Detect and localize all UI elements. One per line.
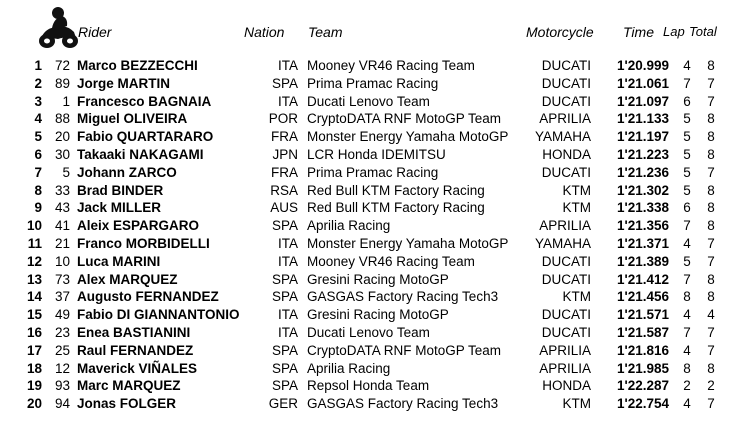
position: 13 <box>26 271 42 287</box>
best-lap: 6 <box>683 200 691 216</box>
col-header-time: Time <box>623 24 654 40</box>
nation: SPA <box>271 75 298 91</box>
position: 5 <box>34 129 42 145</box>
team-name: Monster Energy Yamaha MotoGP <box>307 129 509 145</box>
rider-name: Brad BINDER <box>77 182 164 198</box>
total-laps: 8 <box>707 146 715 162</box>
motorcycle: DUCATI <box>541 253 591 269</box>
position: 16 <box>26 324 42 340</box>
nation: GER <box>268 396 298 412</box>
best-lap: 8 <box>683 360 691 376</box>
position: 3 <box>34 93 42 109</box>
position: 4 <box>34 111 42 127</box>
team-name: CryptoDATA RNF MotoGP Team <box>307 342 502 358</box>
nation: SPA <box>271 360 298 376</box>
total-laps: 8 <box>707 111 715 127</box>
total-laps: 8 <box>707 218 715 234</box>
table-row <box>0 395 739 413</box>
total-laps: 8 <box>707 182 715 198</box>
team-name: Ducati Lenovo Team <box>307 324 430 340</box>
nation: RSA <box>270 182 298 198</box>
motorcycle: APRILIA <box>539 360 591 376</box>
position: 7 <box>34 164 42 180</box>
rider-number: 49 <box>54 307 70 323</box>
lap-time: 1'22.754 <box>616 396 669 412</box>
nation: ITA <box>278 235 298 251</box>
results-table <box>0 57 739 413</box>
table-row <box>0 377 739 395</box>
nation: ITA <box>278 324 298 340</box>
table-row <box>0 235 739 253</box>
nation: FRA <box>271 129 298 145</box>
table-row <box>0 324 739 342</box>
team-name: GASGAS Factory Racing Tech3 <box>307 289 499 305</box>
lap-time: 1'21.371 <box>616 235 669 251</box>
lap-time: 1'21.302 <box>616 182 669 198</box>
rider-number: 21 <box>54 235 70 251</box>
lap-time: 1'21.061 <box>616 75 669 91</box>
total-laps: 2 <box>707 378 715 394</box>
best-lap: 5 <box>683 129 691 145</box>
team-name: Mooney VR46 Racing Team <box>307 253 475 269</box>
rider-name: Luca MARINI <box>77 253 161 269</box>
total-laps: 7 <box>707 93 715 109</box>
motorcycle: DUCATI <box>541 75 591 91</box>
team-name: Repsol Honda Team <box>307 378 430 394</box>
motorcycle: APRILIA <box>539 111 591 127</box>
total-laps: 7 <box>707 324 715 340</box>
total-laps: 7 <box>707 75 715 91</box>
rider-number: 5 <box>62 164 70 180</box>
nation: ITA <box>278 307 298 323</box>
rider-number: 94 <box>54 396 70 412</box>
motorcycle: DUCATI <box>541 324 591 340</box>
rider-number: 30 <box>54 146 70 162</box>
total-laps: 7 <box>707 164 715 180</box>
position: 19 <box>26 378 42 394</box>
motorcycle: KTM <box>562 182 591 198</box>
best-lap: 5 <box>683 164 691 180</box>
rider-name: Johann ZARCO <box>77 164 177 180</box>
lap-time: 1'22.287 <box>616 378 669 394</box>
total-laps: 8 <box>707 200 715 216</box>
table-row <box>0 360 739 378</box>
motorcycle: DUCATI <box>541 307 591 323</box>
best-lap: 8 <box>683 289 691 305</box>
team-name: LCR Honda IDEMITSU <box>307 146 446 162</box>
team-name: Ducati Lenovo Team <box>307 93 430 109</box>
rider-name: Jack MILLER <box>77 200 162 216</box>
rider-name: Miguel OLIVEIRA <box>77 111 188 127</box>
position: 17 <box>26 342 42 358</box>
table-row <box>0 271 739 289</box>
motorcycle: KTM <box>562 396 591 412</box>
position: 20 <box>26 396 42 412</box>
nation: SPA <box>271 342 298 358</box>
nation: AUS <box>270 200 298 216</box>
total-laps: 8 <box>707 271 715 287</box>
motorcycle: DUCATI <box>541 93 591 109</box>
team-name: Monster Energy Yamaha MotoGP <box>307 235 509 251</box>
rider-number: 1 <box>62 93 70 109</box>
best-lap: 7 <box>683 75 691 91</box>
lap-time: 1'21.571 <box>616 307 669 323</box>
table-row <box>0 93 739 111</box>
team-name: Mooney VR46 Racing Team <box>307 58 475 73</box>
rider-number: 23 <box>54 324 70 340</box>
lap-time: 1'21.223 <box>616 146 669 162</box>
nation: SPA <box>271 289 298 305</box>
total-laps: 8 <box>707 360 715 376</box>
best-lap: 4 <box>683 342 691 358</box>
team-name: Red Bull KTM Factory Racing <box>307 182 485 198</box>
position: 6 <box>34 146 42 162</box>
position: 15 <box>26 307 42 323</box>
best-lap: 4 <box>683 58 691 73</box>
rider-name: Fabio DI GIANNANTONIO <box>77 307 240 323</box>
team-name: Aprilia Racing <box>307 218 391 234</box>
lap-time: 1'21.985 <box>616 360 669 376</box>
best-lap: 2 <box>683 378 691 394</box>
rider-name: Aleix ESPARGARO <box>77 218 200 234</box>
table-row <box>0 253 739 271</box>
team-name: Gresini Racing MotoGP <box>307 271 449 287</box>
col-header-motorcycle: Motorcycle <box>526 24 594 40</box>
rider-name: Enea BASTIANINI <box>77 324 191 340</box>
motorcycle: HONDA <box>542 378 591 394</box>
best-lap: 4 <box>683 307 691 323</box>
rider-name: Jorge MARTIN <box>77 75 171 91</box>
nation: SPA <box>271 378 298 394</box>
table-row <box>0 217 739 235</box>
rider-number: 25 <box>54 342 70 358</box>
lap-time: 1'21.587 <box>616 324 669 340</box>
results-header <box>0 0 739 50</box>
lap-time: 1'21.456 <box>616 289 669 305</box>
position: 14 <box>26 289 42 305</box>
lap-time: 1'21.197 <box>616 129 669 145</box>
table-row <box>0 288 739 306</box>
rider-name: Jonas FOLGER <box>77 396 177 412</box>
best-lap: 4 <box>683 235 691 251</box>
team-name: Prima Pramac Racing <box>307 75 439 91</box>
rider-number: 10 <box>54 253 70 269</box>
team-name: Red Bull KTM Factory Racing <box>307 200 485 216</box>
best-lap: 5 <box>683 111 691 127</box>
motorcycle: DUCATI <box>541 271 591 287</box>
rider-name: Raul FERNANDEZ <box>77 342 194 358</box>
best-lap: 7 <box>683 271 691 287</box>
col-header-rider: Rider <box>78 24 112 40</box>
best-lap: 7 <box>683 218 691 234</box>
rider-number: 12 <box>54 360 70 376</box>
team-name: Aprilia Racing <box>307 360 391 376</box>
rider-number: 20 <box>54 129 70 145</box>
nation: SPA <box>271 218 298 234</box>
nation: ITA <box>278 93 298 109</box>
col-header-nation: Nation <box>244 24 285 40</box>
lap-time: 1'21.133 <box>616 111 669 127</box>
position: 10 <box>26 218 42 234</box>
motorcycle: YAMAHA <box>534 235 591 251</box>
best-lap: 5 <box>683 182 691 198</box>
lap-time: 1'21.097 <box>616 93 669 109</box>
total-laps: 7 <box>707 235 715 251</box>
rider-name: Alex MARQUEZ <box>77 271 178 287</box>
col-header-lap: Lap <box>663 24 685 39</box>
table-row <box>0 146 739 164</box>
lap-time: 1'21.412 <box>616 271 669 287</box>
lap-time: 1'21.356 <box>616 218 669 234</box>
position: 8 <box>34 182 42 198</box>
motorcycle: DUCATI <box>541 164 591 180</box>
total-laps: 7 <box>707 342 715 358</box>
table-row <box>0 199 739 217</box>
table-row <box>0 75 739 93</box>
total-laps: 7 <box>707 253 715 269</box>
rider-number: 43 <box>54 200 70 216</box>
rider-name: Marco BEZZECCHI <box>77 58 198 73</box>
rider-name: Fabio QUARTARARO <box>77 129 214 145</box>
motorcycle: HONDA <box>542 146 591 162</box>
col-header-team: Team <box>308 24 343 40</box>
position: 18 <box>26 360 42 376</box>
motorcycle: KTM <box>562 289 591 305</box>
best-lap: 7 <box>683 324 691 340</box>
rider-name: Augusto FERNANDEZ <box>77 289 219 305</box>
table-row <box>0 164 739 182</box>
table-row <box>0 306 739 324</box>
lap-time: 1'21.389 <box>616 253 669 269</box>
col-header-total: Total <box>689 24 717 39</box>
nation: JPN <box>272 146 298 162</box>
total-laps: 8 <box>707 58 715 73</box>
total-laps: 8 <box>707 129 715 145</box>
lap-time: 1'21.816 <box>616 342 669 358</box>
position: 12 <box>26 253 42 269</box>
nation: SPA <box>271 271 298 287</box>
motorcycle: YAMAHA <box>534 129 591 145</box>
rider-number: 41 <box>54 218 70 234</box>
table-row <box>0 182 739 200</box>
rider-name: Takaaki NAKAGAMI <box>77 146 204 162</box>
nation: ITA <box>278 58 298 73</box>
rider-name: Maverick VIÑALES <box>77 360 198 376</box>
table-row <box>0 128 739 146</box>
total-laps: 7 <box>707 396 715 412</box>
motorcycle: DUCATI <box>541 58 591 73</box>
lap-time: 1'20.999 <box>616 58 669 73</box>
position: 2 <box>34 75 42 91</box>
lap-time: 1'21.236 <box>616 164 669 180</box>
motorcycle: APRILIA <box>539 342 591 358</box>
rider-name: Marc MARQUEZ <box>77 378 181 394</box>
motorcycle-rider-icon <box>36 6 80 50</box>
rider-number: 89 <box>54 75 70 91</box>
nation: POR <box>268 111 298 127</box>
rider-number: 33 <box>54 182 70 198</box>
rider-number: 37 <box>54 289 70 305</box>
team-name: GASGAS Factory Racing Tech3 <box>307 396 499 412</box>
table-row <box>0 342 739 360</box>
team-name: Prima Pramac Racing <box>307 164 439 180</box>
team-name: CryptoDATA RNF MotoGP Team <box>307 111 502 127</box>
rider-number: 72 <box>54 58 70 73</box>
best-lap: 6 <box>683 93 691 109</box>
best-lap: 4 <box>683 396 691 412</box>
rider-number: 88 <box>54 111 70 127</box>
total-laps: 8 <box>707 289 715 305</box>
position: 1 <box>34 58 42 73</box>
rider-name: Francesco BAGNAIA <box>77 93 212 109</box>
position: 9 <box>34 200 42 216</box>
rider-number: 73 <box>54 271 70 287</box>
motorcycle: KTM <box>562 200 591 216</box>
motorcycle: APRILIA <box>539 218 591 234</box>
team-name: Gresini Racing MotoGP <box>307 307 449 323</box>
table-row <box>0 110 739 128</box>
rider-name: Franco MORBIDELLI <box>77 235 210 251</box>
total-laps: 4 <box>707 307 715 323</box>
lap-time: 1'21.338 <box>616 200 669 216</box>
best-lap: 5 <box>683 253 691 269</box>
nation: ITA <box>278 253 298 269</box>
best-lap: 5 <box>683 146 691 162</box>
rider-number: 93 <box>54 378 70 394</box>
table-row <box>0 57 739 75</box>
position: 11 <box>27 235 42 251</box>
nation: FRA <box>271 164 298 180</box>
